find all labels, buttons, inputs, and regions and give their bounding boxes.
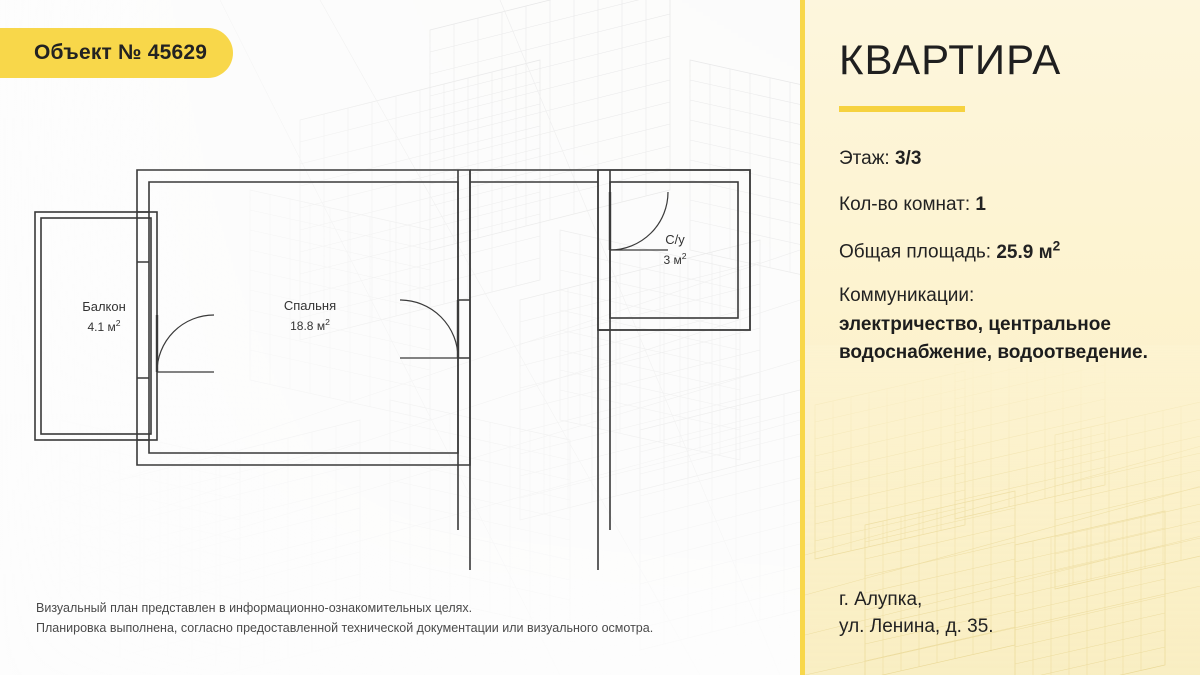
info-panel <box>800 0 1200 675</box>
object-badge: Объект № 45629 <box>0 28 233 78</box>
spec-rooms-value: 1 <box>975 193 986 215</box>
address-line-2: ул. Ленина, д. 35. <box>839 616 994 638</box>
room-label-balcony <box>54 297 154 336</box>
disclaimer <box>36 598 756 639</box>
spec-floor-value: 3/3 <box>894 148 922 169</box>
title-divider <box>839 106 965 112</box>
spec-rooms-label: Кол-во комнат: <box>839 193 971 215</box>
room-label-bathroom <box>620 230 730 269</box>
page-title: КВАРТИРА <box>839 36 1062 83</box>
room-name-bedroom: Спальня <box>283 298 337 313</box>
room-area-bathroom: 3 $м^2$ <box>663 250 687 267</box>
spec-utilities-value: электричество, центральное водоснабжение, водоотведение. <box>839 314 1148 363</box>
room-name-balcony: Балкон <box>82 299 126 314</box>
spec-utilities-label: Коммуникации: <box>839 285 975 307</box>
spec-area-label: Общая площадь: <box>839 241 992 263</box>
disclaimer-line-1: Визуальный план представлен в информационно-ознакомительных целях. <box>36 600 473 615</box>
room-area-balcony: 4.1 $м^2$ <box>87 317 121 334</box>
spec-area-value: 25.9 $м^2$ <box>996 238 1061 263</box>
spec-utilities <box>839 285 1166 366</box>
room-label-bedroom <box>250 296 370 335</box>
disclaimer-line-2: Планировка выполнена, согласно предоставленной технической документации или визуального осмотра. <box>36 621 654 636</box>
spec-total-area <box>839 237 1166 265</box>
spec-rooms <box>839 192 1166 218</box>
room-area-bedroom: 18.8 $м^2$ <box>290 316 330 333</box>
room-name-bathroom: С/у <box>665 232 685 247</box>
spec-floor-label: Этаж: <box>839 148 890 169</box>
address-block <box>839 586 994 641</box>
address-line-1: г. Алупка, <box>839 588 923 610</box>
spec-floor <box>839 146 1166 172</box>
floor-plan-drawing <box>20 150 780 570</box>
info-panel-content <box>805 0 1200 675</box>
